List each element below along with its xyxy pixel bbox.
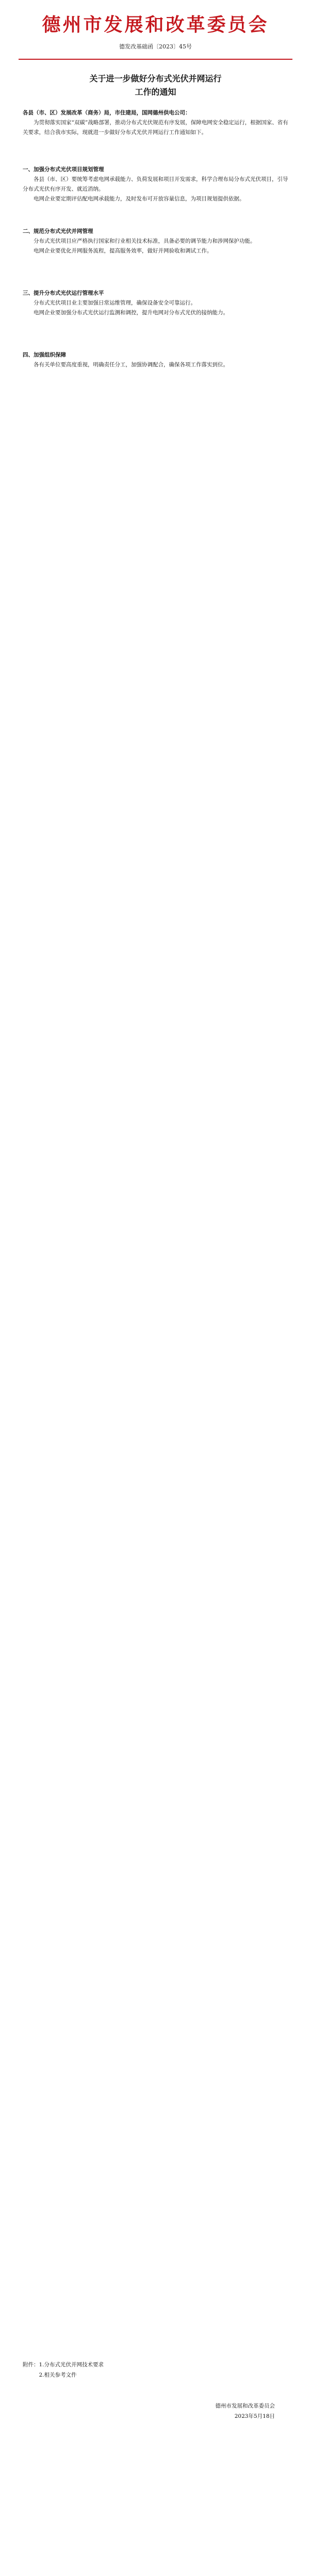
signature-block — [216, 2401, 275, 2421]
section-3 — [23, 289, 288, 318]
attachments-block — [23, 2360, 104, 2380]
section-heading: 四、加强组织保障 — [23, 352, 66, 358]
section-paragraph: 电网企业要优化并网服务流程，提高服务效率，做好并网验收和调试工作。 — [34, 248, 212, 254]
document-masthead: 德州市发展和改革委员会 — [42, 14, 269, 36]
section-paragraph: 电网企业要加强分布式光伏运行监测和调控，提升电网对分布式光伏的接纳能力。 — [34, 310, 228, 316]
section-paragraph: 电网企业要定期评估配电网承载能力，及时发布可开放容量信息，为项目规划提供依据。 — [34, 196, 245, 202]
document-number: 德发改基础函〔2023〕45号 — [119, 43, 192, 50]
intro-paragraph: 为贯彻落实国家“双碳”战略部署，推动分布式光伏规范有序发展，保障电网安全稳定运行，根据国家、省有关要求，结合我市实际，现就进一步做好分布式光伏并网运行工作通知如下。 — [23, 120, 288, 135]
section-4 — [23, 350, 288, 370]
document-title: 关于进一步做好分布式光伏并网运行 工作的通知 — [89, 74, 222, 97]
section-heading: 二、规范分布式光伏并网管理 — [23, 228, 93, 234]
section-1 — [23, 165, 288, 204]
section-paragraph: 分布式光伏项目应严格执行国家和行业相关技术标准，具备必要的调节能力和涉网保护功能。 — [34, 238, 256, 244]
red-divider — [19, 59, 292, 60]
section-heading: 一、加强分布式光伏项目规划管理 — [23, 166, 104, 173]
addressee-block — [23, 108, 288, 138]
section-heading: 三、提升分布式光伏运行管理水平 — [23, 290, 104, 296]
attachment-item: 附件：1.分布式光伏并网技术要求 — [23, 2362, 104, 2368]
signature-date: 2023年5月18日 — [234, 2413, 275, 2419]
addressee: 各县（市、区）发展改革（商务）局，市住建局，国网德州供电公司： — [23, 110, 191, 116]
section-paragraph: 各县（市、区）要统筹考虑电网承载能力、负荷发展和项目开发需求，科学合理布局分布式光伏项目，引导分布式光伏有序开发、就近消纳。 — [23, 176, 288, 192]
attachment-item: 2.相关参考文件 — [39, 2372, 77, 2378]
section-paragraph: 分布式光伏项目业主要加强日常运维管理，确保设备安全可靠运行。 — [34, 300, 196, 306]
section-paragraph: 各有关单位要高度重视，明确责任分工，加强协调配合，确保各项工作落实到位。 — [34, 362, 228, 368]
signature-org: 德州市发展和改革委员会 — [215, 2403, 275, 2409]
section-2 — [23, 227, 288, 256]
